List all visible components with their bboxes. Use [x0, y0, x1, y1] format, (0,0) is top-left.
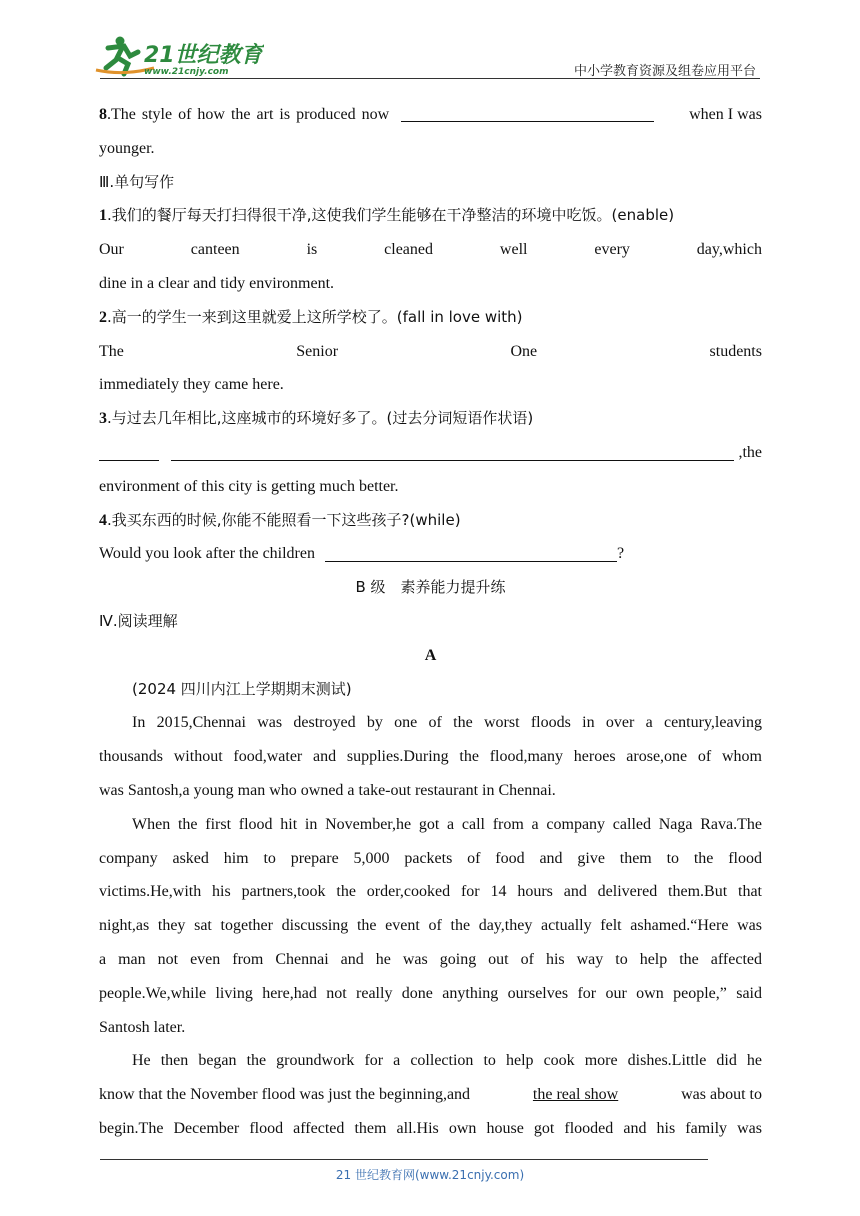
w1-sentence — [99, 233, 762, 267]
site-logo — [94, 34, 264, 78]
w3-continuation: environment of this city is getting much better. — [99, 477, 399, 495]
w4-text-before: Would you look after the children — [99, 545, 315, 563]
w1-word: Our — [99, 241, 124, 259]
header-platform-text: 中小学教育资源及组卷应用平台 — [573, 64, 756, 79]
w2-word: Senior — [296, 342, 339, 360]
w1-number: 1 — [99, 207, 107, 225]
p3-text-after: was about to — [681, 1086, 762, 1104]
w3-text-end: ,the — [738, 443, 762, 461]
p2-line: night,as they sat together discussing the event of the day,they actually felt ashamed.“Here was — [99, 917, 762, 935]
p2-line: When the first flood hit in November,he got a call from a company called Naga Rava.The — [132, 815, 762, 833]
w4-answer-blank[interactable] — [325, 542, 617, 562]
w2-word: One — [510, 342, 538, 360]
footer-source: 21 世纪教育网(www.21cnjy.com) — [335, 1168, 525, 1182]
footer-divider — [100, 1159, 708, 1160]
underlined-phrase: the real show — [532, 1086, 619, 1104]
w2-prompt — [99, 301, 762, 335]
p2-line: people.We,while living here,had not really done anything ourselves for our own people,” said — [99, 984, 762, 1002]
w2-word: The — [99, 342, 124, 360]
w4-number: 4 — [99, 511, 107, 529]
w3-chinese: .与过去几年相比,这座城市的环境好多了。(过去分词短语作状语) — [107, 409, 534, 428]
q8-number: 8 — [99, 106, 107, 123]
w4-sentence — [99, 537, 762, 571]
w1-word: every — [594, 241, 630, 259]
p3-text-before: know that the November flood was just the beginning,and — [99, 1086, 471, 1104]
w3-answer-blank-2[interactable] — [171, 441, 734, 461]
w2-continuation: immediately they came here. — [99, 376, 284, 394]
w3-answer-blank-1[interactable] — [99, 441, 159, 461]
passage-label: A — [424, 646, 437, 664]
p2-line: a man not even from Chennai and he was going out of his way to help the affected — [99, 950, 762, 968]
p1-line: In 2015,Chennai was destroyed by one of the worst floods in over a century,leaving — [132, 714, 762, 732]
w1-chinese: .我们的餐厅每天打扫得很干净,这使我们学生能够在干净整洁的环境中吃饭。(enable) — [107, 206, 675, 225]
passage-source: (2024 四川内江上学期期末测试) — [132, 679, 352, 698]
w1-word: day,which — [696, 241, 762, 259]
p3-line-with-underline — [99, 1078, 762, 1112]
p2-line: Santosh later. — [99, 1018, 186, 1036]
p3-line: begin.The December flood affected them all.His own house got flooded and his family was — [99, 1119, 762, 1137]
section-3-title: Ⅲ.单句写作 — [99, 172, 175, 191]
w1-continuation: dine in a clear and tidy environment. — [99, 274, 335, 292]
p2-line: company asked him to prepare 5,000 packets of food and give them to the flood — [99, 849, 762, 867]
p1-line: thousands without food,water and supplies.During the flood,many heroes arose,one of whom — [99, 748, 762, 766]
p2-line: victims.He,with his partners,took the order,cooked for 14 hours and delivered them.But that — [99, 883, 762, 901]
q8-line — [99, 98, 762, 132]
page-header — [0, 0, 860, 90]
w2-word: students — [709, 342, 762, 360]
w1-prompt — [99, 199, 762, 233]
w4-text-end: ? — [616, 545, 625, 563]
p3-line: He then began the groundwork for a collection to help cook more dishes.Little did he — [132, 1052, 762, 1070]
w1-word: well — [499, 241, 528, 259]
w2-sentence — [99, 335, 762, 369]
q8-answer-blank[interactable] — [401, 102, 654, 122]
page-content — [99, 98, 762, 1146]
header-divider — [100, 78, 760, 79]
w3-sentence — [99, 436, 762, 470]
w4-chinese: .我买东西的时候,你能不能照看一下这些孩子?(while) — [107, 510, 461, 529]
w4-prompt — [99, 504, 762, 538]
w1-word: canteen — [190, 241, 240, 259]
w2-chinese: .高一的学生一来到这里就爱上这所学校了。(fall in love with) — [107, 307, 523, 326]
w3-prompt — [99, 402, 762, 436]
svg-text:21世纪教育: 21世纪教育 — [144, 43, 263, 68]
p1-line: was Santosh,a young man who owned a take-out restaurant in Chennai. — [99, 781, 556, 799]
q8-text-after: when I was — [689, 106, 762, 123]
q8-continuation: younger. — [99, 139, 155, 157]
w1-word: cleaned — [384, 241, 433, 259]
q8-text-before: .The style of how the art is produced now — [107, 106, 390, 123]
svg-text:www.21cnjy.com: www.21cnjy.com — [144, 67, 229, 77]
section-4-title: Ⅳ.阅读理解 — [99, 611, 178, 630]
w1-word: is — [306, 241, 318, 259]
level-b-heading: B 级 素养能力提升练 — [355, 578, 506, 597]
w3-number: 3 — [99, 410, 107, 428]
w2-number: 2 — [99, 308, 107, 326]
